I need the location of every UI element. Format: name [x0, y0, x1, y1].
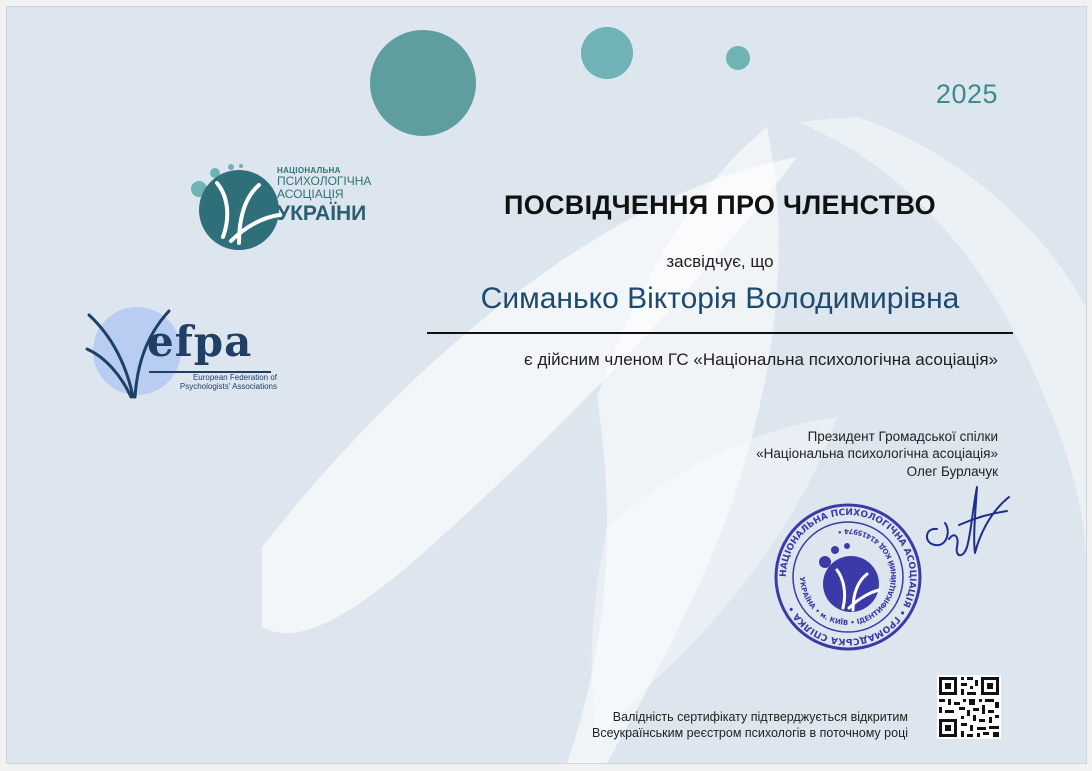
- handwritten-signature-icon: [919, 477, 1014, 567]
- certificate-title: ПОСВІДЧЕННЯ ПРО ЧЛЕНСТВО: [503, 190, 936, 220]
- efpa-subtitle-line2: Psychologists' Associations: [179, 381, 277, 391]
- decor-circle-small: [726, 46, 750, 70]
- validity-line1: Валідність сертифікату підтверджується відкритим: [612, 710, 908, 724]
- membership-certificate: [6, 6, 1087, 764]
- npa-logo-line4: УКРАЇНИ: [277, 201, 367, 225]
- president-signature-block: [756, 428, 998, 480]
- organization-name: «Національна психологічна асоціація»: [756, 446, 998, 462]
- member-name: Симанько Вікторія Володимирівна: [480, 282, 960, 315]
- decor-circle-medium: [581, 27, 633, 79]
- certificate-year: 2025: [935, 79, 998, 109]
- decor-circle-large: [370, 30, 476, 136]
- npa-logo-line3: АСОЦІАЦІЯ: [277, 186, 344, 201]
- name-underline: [427, 332, 1013, 334]
- qr-code-icon[interactable]: [937, 675, 1001, 739]
- stamp-inner-text: УКРАЇНА • м. КИЇВ • ІДЕНТИФІКАЦІЙНИЙ КОД 41415974 •: [797, 526, 899, 628]
- stamp-outer-text: НАЦІОНАЛЬНА ПСИХОЛОГІЧНА АСОЦІАЦІЯ • ГРОМАДСЬКА СПІЛКА •: [778, 507, 918, 647]
- membership-statement: є дійсним членом ГС «Національна психологічна асоціація»: [524, 350, 998, 369]
- npa-logo-line1: НАЦІОНАЛЬНА: [277, 166, 341, 175]
- validity-line2: Всеукраїнським реєстром психологів в поточному році: [591, 726, 908, 741]
- efpa-subtitle: [157, 374, 277, 392]
- npa-logo-text: [277, 167, 371, 225]
- certifies-text: засвідчує, що: [666, 252, 774, 271]
- npa-logo-line2: ПСИХОЛОГІЧНА: [277, 174, 372, 189]
- validity-note: [592, 709, 908, 742]
- efpa-wordmark: efpa: [147, 317, 253, 366]
- president-name: Олег Бурлачук: [906, 463, 998, 479]
- efpa-subtitle-line1: European Federation of: [192, 373, 277, 382]
- organization-stamp-icon: [773, 502, 923, 652]
- president-title: Президент Громадської спілки: [807, 429, 998, 444]
